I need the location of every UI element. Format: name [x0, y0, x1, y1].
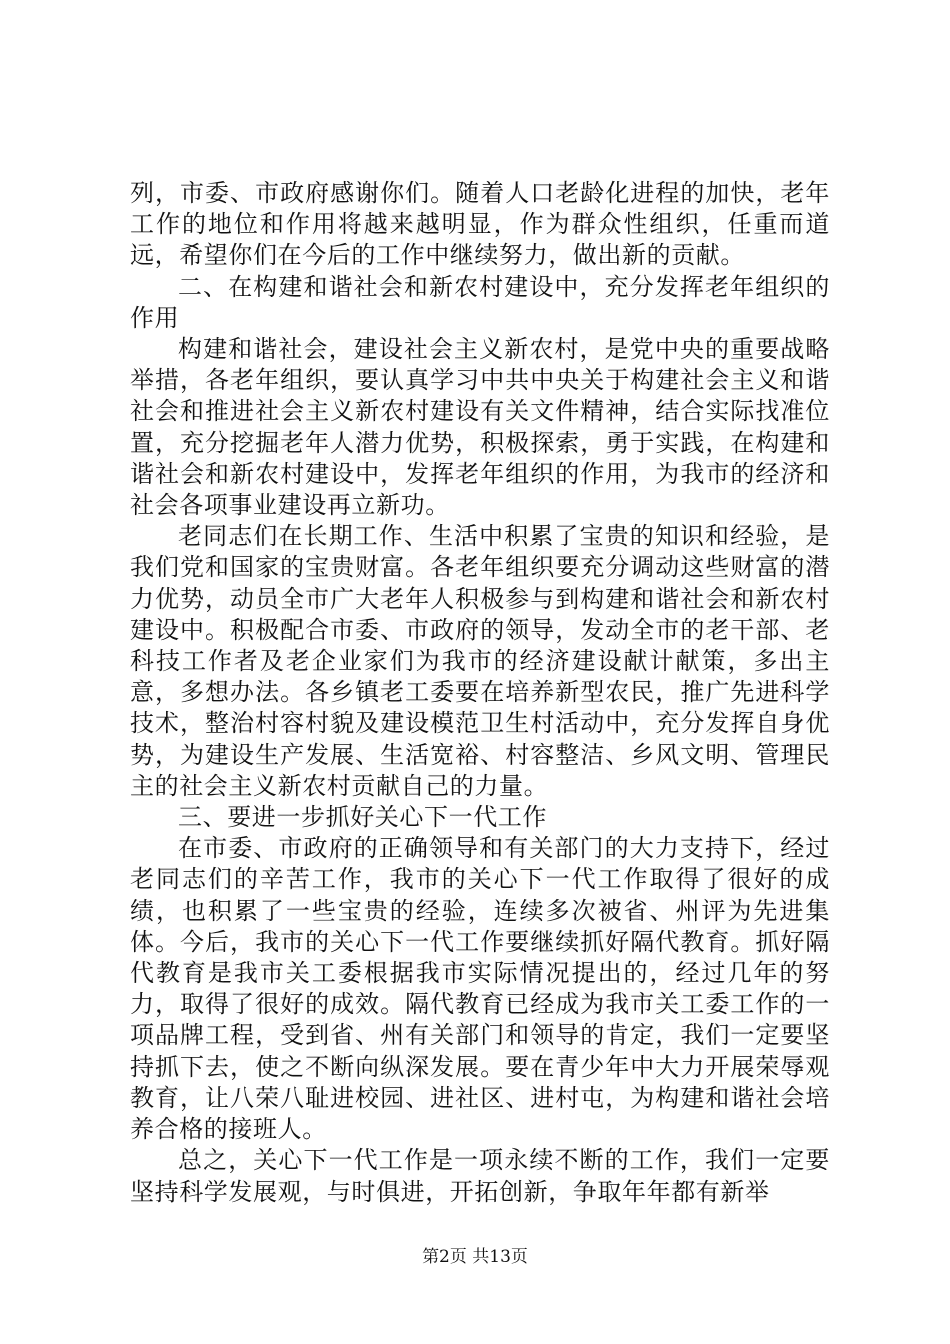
paragraph-next-generation: 在市委、市政府的正确领导和有关部门的大力支持下，经过老同志们的辛苦工作，我市的关心下一代工作取得了很好的成绩，也积累了一些宝贵的经验，连续多次被省、州评为先进集体。今后，我市的关心下一代工作要继续抓好隔代教育。抓好隔代教育是我市关工委根据我市实际情况提出的，经过几年的努力，取得了很好的成效。隔代教育已经成为我市关工委工作的一项品牌工程，受到省、州有关部门和领导的肯定，我们一定要坚持抓下去，使之不断向纵深发展。要在青少年中大力开展荣辱观教育，让八荣八耻进校园、进社区、进村屯，为构建和谐社会培养合格的接班人。 — [130, 834, 830, 1144]
section-heading-two: 二、在构建和谐社会和新农村建设中，充分发挥老年组织的作用 — [130, 272, 830, 332]
document-body — [130, 178, 830, 1208]
paragraph-continuation: 列，市委、市政府感谢你们。随着人口老龄化进程的加快，老年工作的地位和作用将越来越明显，作为群众性组织，任重而道远，希望你们在今后的工作中继续努力，做出新的贡献。 — [130, 179, 830, 270]
page-number-footer: 第2页 共13页 — [422, 1247, 528, 1267]
section-heading-three: 三、要进一步抓好关心下一代工作 — [178, 803, 547, 832]
paragraph-conclusion: 总之，关心下一代工作是一项永续不断的工作，我们一定要坚持科学发展观，与时俱进，开拓创新，争取年年都有新举 — [130, 1146, 830, 1206]
paragraph-veteran-experience: 老同志们在长期工作、生活中积累了宝贵的知识和经验，是我们党和国家的宝贵财富。各老年组织要充分调动这些财富的潜力优势，动员全市广大老年人积极参与到构建和谐社会和新农村建设中。积极配合市委、市政府的领导，发动全市的老干部、老科技工作者及老企业家们为我市的经济建设献计献策，多出主意，多想办法。各乡镇老工委要在培养新型农民，推广先进科学技术，整治村容村貌及建设模范卫生村活动中，充分发挥自身优势，为建设生产发展、生活宽裕、村容整洁、乡风文明、管理民主的社会主义新农村贡献自己的力量。 — [130, 522, 830, 800]
paragraph-harmonious-society: 构建和谐社会，建设社会主义新农村，是党中央的重要战略举措，各老年组织，要认真学习中共中央关于构建社会主义和谐社会和推进社会主义新农村建设有关文件精神，结合实际找准位置，充分挖掘老年人潜力优势，积极探索，勇于实践，在构建和谐社会和新农村建设中，发挥老年组织的作用，为我市的经济和社会各项事业建设再立新功。 — [130, 335, 830, 520]
